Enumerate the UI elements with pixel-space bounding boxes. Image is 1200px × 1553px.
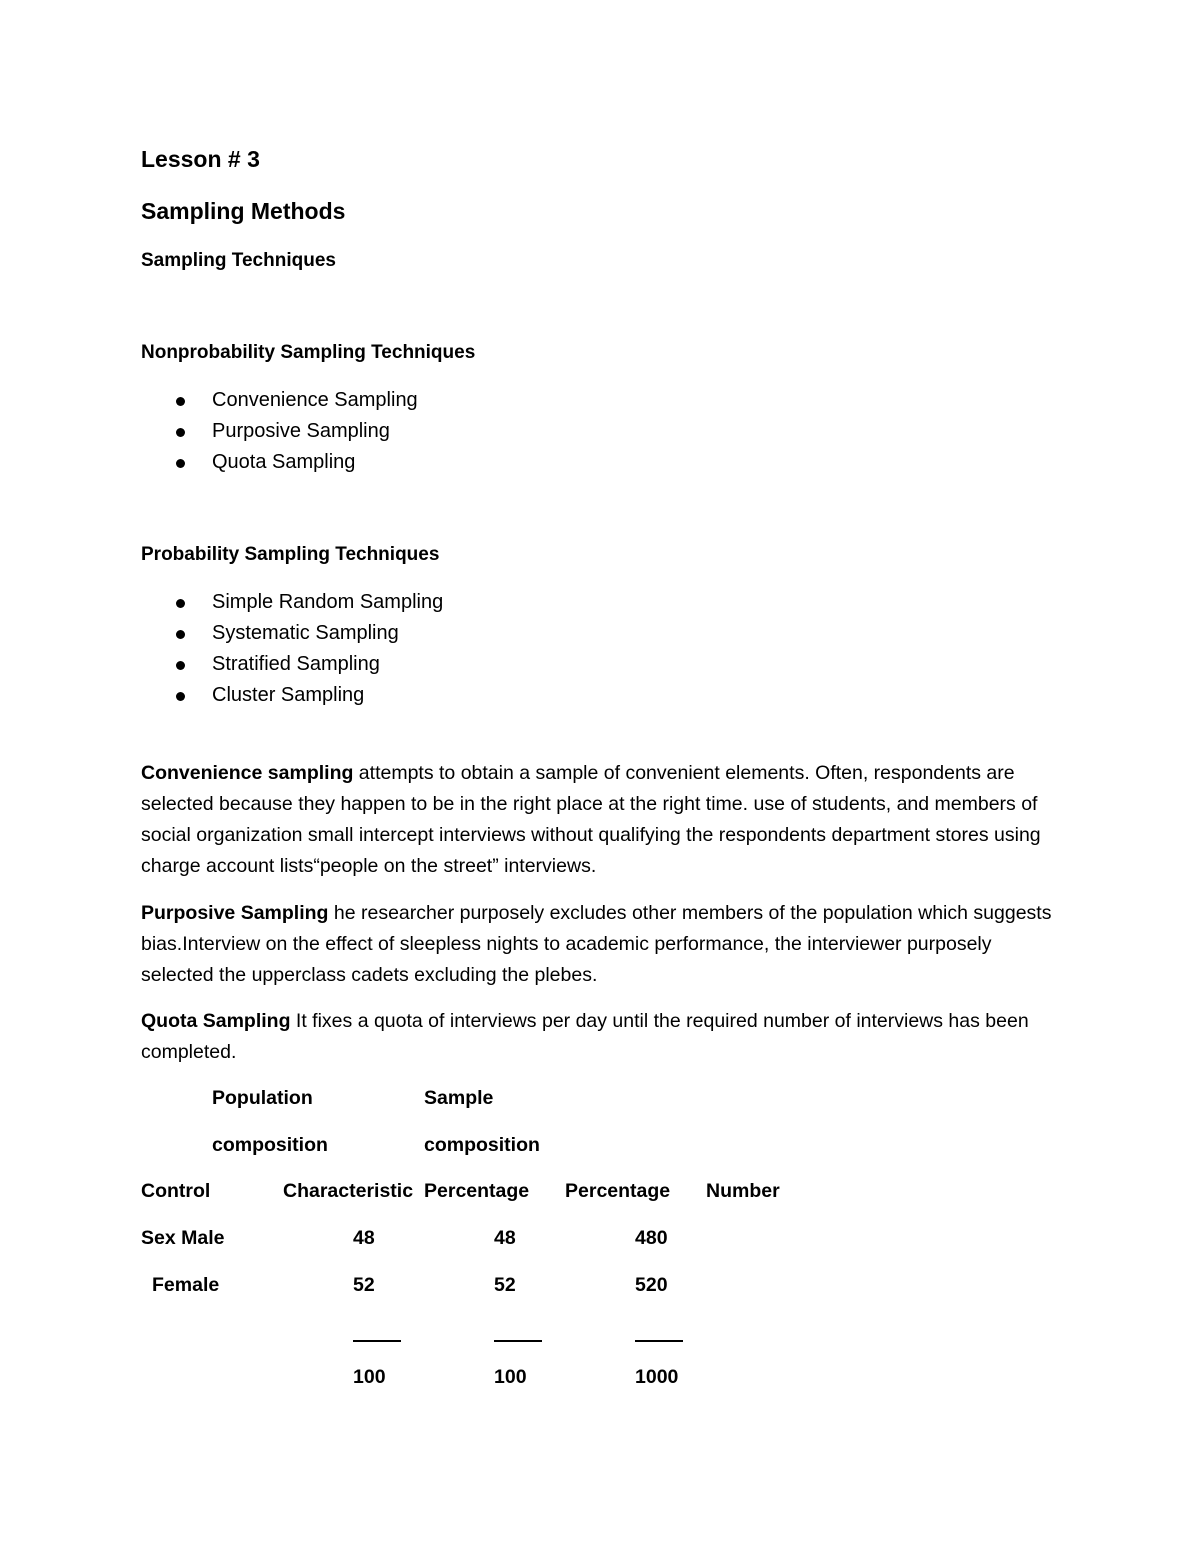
table-row-male-label: Sex Male (141, 1227, 225, 1249)
nonprobability-heading: Nonprobability Sampling Techniques (141, 342, 476, 363)
table-header-composition-2: composition (424, 1134, 540, 1156)
table-total: 100 (494, 1366, 527, 1388)
table-header-sample: Sample (424, 1087, 494, 1109)
bullet-icon (176, 599, 185, 608)
table-header-control: Control (141, 1180, 211, 1202)
page-title: Sampling Methods (141, 198, 346, 224)
table-header-percentage-1: Percentage (424, 1180, 530, 1202)
purposive-term: Purposive Sampling (141, 902, 329, 924)
quota-term: Quota Sampling (141, 1010, 291, 1032)
table-cell: 48 (494, 1227, 516, 1249)
table-header-population: Population (212, 1087, 313, 1109)
table-cell: 52 (494, 1274, 516, 1296)
table-header-number: Number (706, 1180, 780, 1202)
table-cell: 52 (353, 1274, 375, 1296)
purposive-paragraph (141, 898, 1061, 991)
list-item: Systematic Sampling (176, 618, 443, 649)
bullet-icon (176, 397, 185, 406)
bullet-icon (176, 630, 185, 639)
table-header-percentage-2: Percentage (565, 1180, 671, 1202)
table-cell: 520 (635, 1274, 668, 1296)
probability-list (176, 587, 443, 711)
probability-heading: Probability Sampling Techniques (141, 544, 440, 565)
table-cell: 480 (635, 1227, 668, 1249)
total-rule (494, 1340, 542, 1342)
convenience-text: attempts to obtain a sample of convenient elements. Often, respondents are selected because they happen to be in the right place at the right time. use of students, and members of social organization small intercept interviews without qualifying the respondents department stores using charge account lists“people on the street” interviews. (141, 762, 1041, 877)
table-header-composition-1: composition (212, 1134, 328, 1156)
list-item: Quota Sampling (176, 447, 418, 478)
table-total: 100 (353, 1366, 386, 1388)
convenience-paragraph (141, 758, 1061, 882)
quota-text: It fixes a quota of interviews per day until the required number of interviews has been completed. (141, 1010, 1029, 1063)
total-rule (353, 1340, 401, 1342)
table-total: 1000 (635, 1366, 679, 1388)
table-header-characteristic: Characteristic (283, 1180, 414, 1202)
purposive-text: he researcher purposely excludes other members of the population which suggests bias.Interview on the effect of sleepless nights to academic performance, the interviewer purposely selected the upperclass cadets excluding the plebes. (141, 902, 1052, 986)
quota-paragraph (141, 1006, 1061, 1068)
list-item: Convenience Sampling (176, 385, 418, 416)
table-row-female-label: Female (152, 1274, 220, 1296)
bullet-icon (176, 459, 185, 468)
total-rule (635, 1340, 683, 1342)
bullet-icon (176, 428, 185, 437)
section-subtitle: Sampling Techniques (141, 250, 336, 271)
list-item: Cluster Sampling (176, 680, 443, 711)
lesson-number: Lesson # 3 (141, 146, 260, 172)
list-item: Purposive Sampling (176, 416, 418, 447)
nonprobability-list (176, 385, 418, 478)
bullet-icon (176, 661, 185, 670)
table-cell: 48 (353, 1227, 375, 1249)
bullet-icon (176, 692, 185, 701)
list-item: Simple Random Sampling (176, 587, 443, 618)
convenience-term: Convenience sampling (141, 762, 354, 784)
list-item: Stratified Sampling (176, 649, 443, 680)
